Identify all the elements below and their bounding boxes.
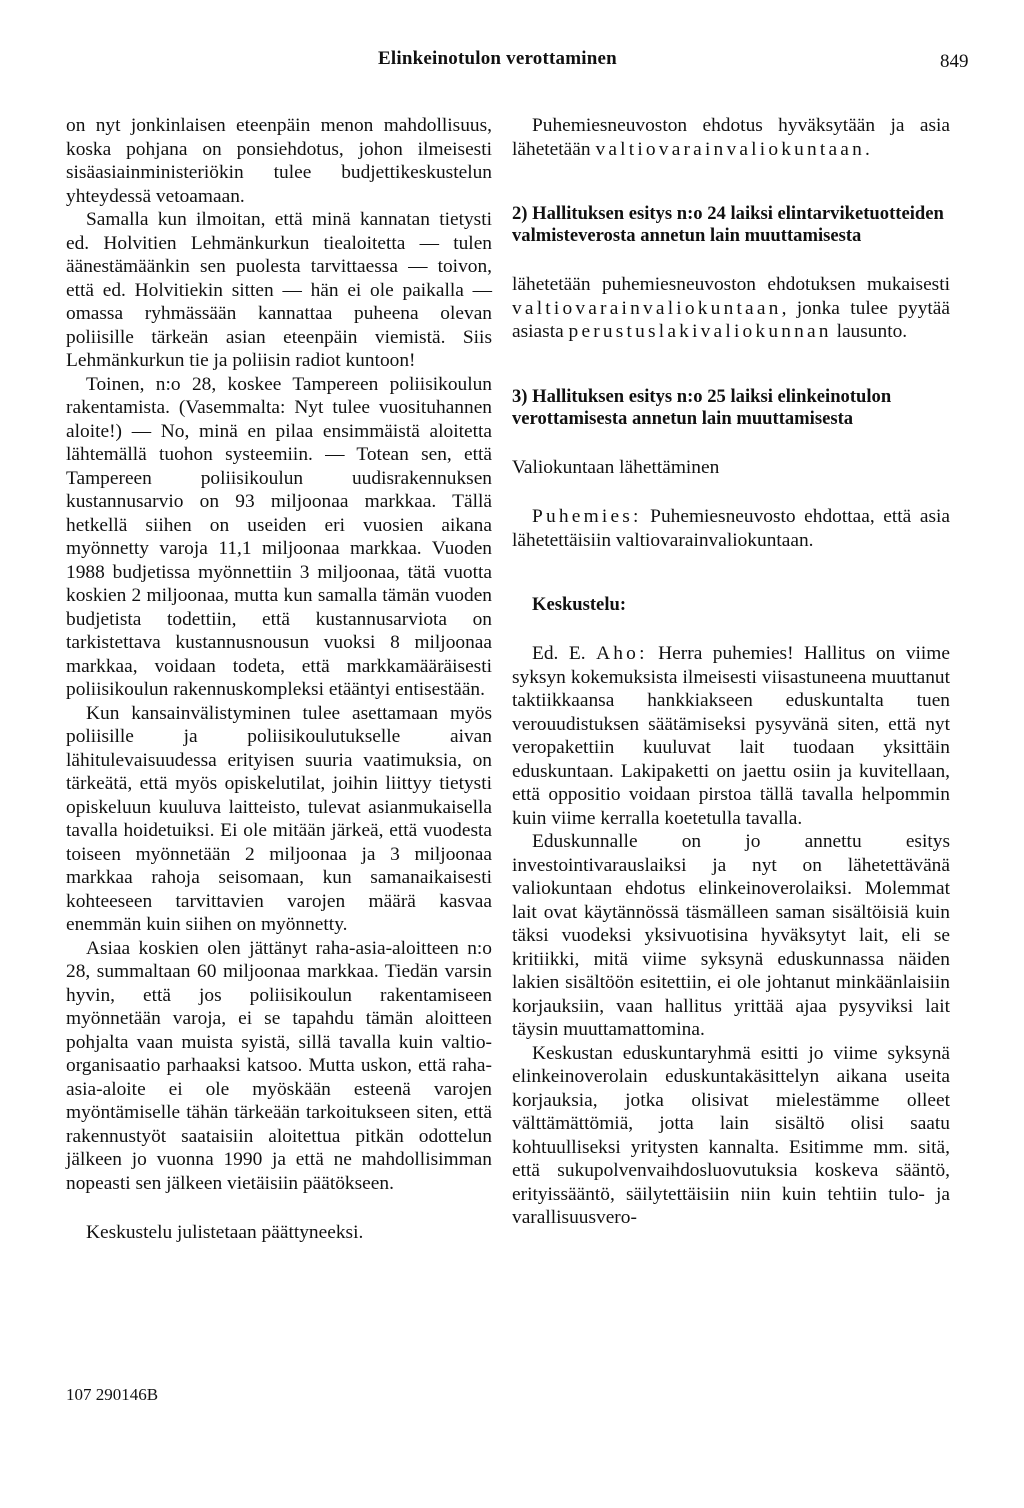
paragraph bbox=[512, 642, 950, 830]
discussion-heading: Keskustelu: bbox=[532, 594, 627, 615]
text-run: Ed. E. bbox=[532, 643, 597, 664]
committee-name: valtiovarainvaliokuntaan bbox=[595, 138, 865, 160]
spacer bbox=[512, 344, 950, 386]
spacer bbox=[512, 479, 950, 505]
closing-statement: Keskustelu julistetaan päättyneeksi. bbox=[86, 1222, 364, 1243]
left-column bbox=[66, 114, 492, 1245]
page-number: 849 bbox=[940, 51, 969, 72]
paragraph: Keskustan eduskuntaryhmä esitti jo viime syksynä elinkeinoverolain eduskuntakäsittelyn aikana useita korjauksia, jotka olisivat mielestämme olleet välttämättömiä, jotta lain sisältö olisi saatu kohtuulliseksi yritysten kannalta. Esitimme mm. sitä, että sukupolvenvaihdosluovutuksia koskeva sääntö, erityissääntö, säilytettäisiin niin kuin tehtiin tulo- ja varallisuusvero- bbox=[512, 1042, 950, 1228]
spacer bbox=[512, 616, 950, 642]
paragraph: Samalla kun ilmoitan, että minä kannatan tietysti ed. Holvitien Lehmänkurkun tiealoitetta — tulen äänestämäänkin sen puolesta tarvittaessa — toivon, että ed. Holvitiekin sitten — hän ei ole paikalla — omassa ryhmässään kannattaa puheena olevan poliisille tärkeän asian eteenpäin viemistä. Siis Lehmänkurkun tie ja poliisin radiot kuntoon! bbox=[66, 209, 492, 371]
running-title: Elinkeinotulon verottaminen bbox=[378, 48, 617, 69]
spacer bbox=[512, 247, 950, 273]
spacer bbox=[512, 430, 950, 456]
spacer bbox=[66, 1195, 492, 1221]
spacer bbox=[512, 161, 950, 203]
right-column bbox=[512, 114, 950, 1230]
text-run: lausunto. bbox=[831, 321, 908, 342]
speaker-name: Puhemies: bbox=[532, 506, 642, 527]
section-heading: 2) Hallituksen esitys n:o 24 laiksi elintarviketuotteiden valmisteverosta annetun lain muuttamisesta bbox=[512, 203, 944, 246]
paragraph bbox=[512, 273, 950, 344]
print-code: 107 290146B bbox=[66, 1385, 159, 1404]
paragraph: Asiaa koskien olen jättänyt raha-asia-aloitteen n:o 28, summaltaan 60 miljoonaa markkaa. Tiedän varsin hyvin, että jos poliisikoulun rakentamiseen myönnetään varoja, ei se tapahdu tämän aloitteen pohjalta vaan muista syistä, sillä tavalla kuin valtio-organisaatio parhaaksi katsoo. Mutta uskon, että raha-asia-aloite ei ole myöskään esteenä varojen myöntämiselle tähän tärkeään tarkoitukseen siten, että rakennustyöt saataisiin aloitettua pitkän odottelun jälkeen jo vuonna 1990 ja että ne mahdollisimman nopeasti sen jälkeen vietäisiin päätökseen. bbox=[66, 937, 492, 1194]
text-run: Puhemiesneuvoston ehdotus hyväksytään ja asia lähetetään bbox=[512, 115, 950, 160]
text-run: . bbox=[865, 138, 870, 160]
paragraph bbox=[512, 505, 950, 552]
paragraph: Toinen, n:o 28, koskee Tampereen poliisikoulun rakentamista. (Vasemmalta: Nyt tulee vuosituhannen aloite!) — No, minä en pilaa ensimmäistä aloitetta lähtemällä tuohon systeemiin. — Totean sen, että Tampereen poliisikoulun uudisrakennuksen kustannusarvio on 93 miljoonaa markkaa. Tällä hetkellä siihen on useiden eri vuosien aikana myönnetty varoja 11,1 miljoonaa markkaa. Vuoden 1988 budjetissa myönnettiin 3 miljoonaa, tätä vuotta koskien 2 miljoonaa, mutta kun samalla tämän vuoden budjetista todettiin, että kustannusarviota on tarkistettava kustannusnousun vuoksi 8 miljoonaa markkaa, voidaan todeta, että markkamääräisesti poliisikoulun rakennuskompleksi etääntyi entisestään. bbox=[66, 373, 492, 700]
text-run: , jonka tulee pyytää asiasta bbox=[512, 297, 950, 342]
subheading: Valiokuntaan lähettäminen bbox=[512, 456, 720, 478]
text-run: lähetetään puhemiesneuvoston ehdotuksen mukaisesti bbox=[512, 274, 950, 295]
speaker-name: Aho: bbox=[596, 643, 648, 664]
paragraph: Kun kansainvälistyminen tulee asettamaan myös poliisille ja poliisikoulutukselle aivan lähitulevaisuudessa erityisen suuria vaatimuksia, on tärkeätä, että myös opiskelutilat, joihin liittyy tietysti opiskeluun kuuluva laitteisto, tulevat asianmukaisella tavalla hoidetuiksi. Ei ole mitään järkeä, että vuodesta toiseen myönnetään 2 miljoonaa ja 3 miljoonaa markkaa rahoja seisomaan, kun samanaikaisesti kohteeseen tarvittavien varojen määrä kasvaa enemmän kuin siihen on myönnetty. bbox=[66, 702, 492, 935]
paragraph: on nyt jonkinlaisen eteenpäin menon mahdollisuus, koska pohjana on ponsiehdotus, johon ilmeisesti sisäasiainministeriökin tulee budjettikeskustelun yhteydessä vetoamaan. bbox=[66, 115, 492, 207]
committee-name: valtiovarainvaliokuntaan bbox=[512, 297, 782, 319]
text-run: Puhemiesneuvosto ehdottaa, että asia lähetettäisiin valtiovarainvaliokuntaan. bbox=[512, 506, 950, 551]
spacer bbox=[512, 552, 950, 594]
paragraph: Eduskunnalle on jo annettu esitys investointivarauslaiksi ja nyt on lähetettävänä valiokuntaan ehdotus elinkeinoverolaiksi. Molemmat lait ovat käytännössä täsmälleen saman sisältöisiä kuin täksi vuodeksi yksivuotisina hyväksytyt lait, eli se kritiikki, mitä viime syksynä eduskunnassa näiden lakien sisältöön esitettiin, ei ole johtanut minkäänlaisiin korjauksiin, vaan hallitus yrittää ajaa pysyviksi lait täysin muuttamattomina. bbox=[512, 831, 950, 1040]
committee-name: perustuslakivaliokunnan bbox=[568, 321, 832, 342]
text-run: Herra puhemies! Hallitus on viime syksyn kokemuksista ilmeisesti viisastuneena muuttanut taktiikkaansa hankkiakseen eduskuntalta tuen verouudistuksen säätämiseksi pysyvänä siten, että nyt veropakettiin kuuluvat lait tuodaan yksittäin eduskuntaan. Lakipaketti on jaettu osiin ja kuvitellaan, että oppositio voidaan pirstoa tällä tavalla helpommin kuin viime kerralla koetetulla tavalla. bbox=[512, 643, 951, 829]
paragraph bbox=[512, 114, 950, 161]
section-heading: 3) Hallituksen esitys n:o 25 laiksi elinkeinotulon verottamisesta annetun lain muuttamisesta bbox=[512, 385, 892, 429]
